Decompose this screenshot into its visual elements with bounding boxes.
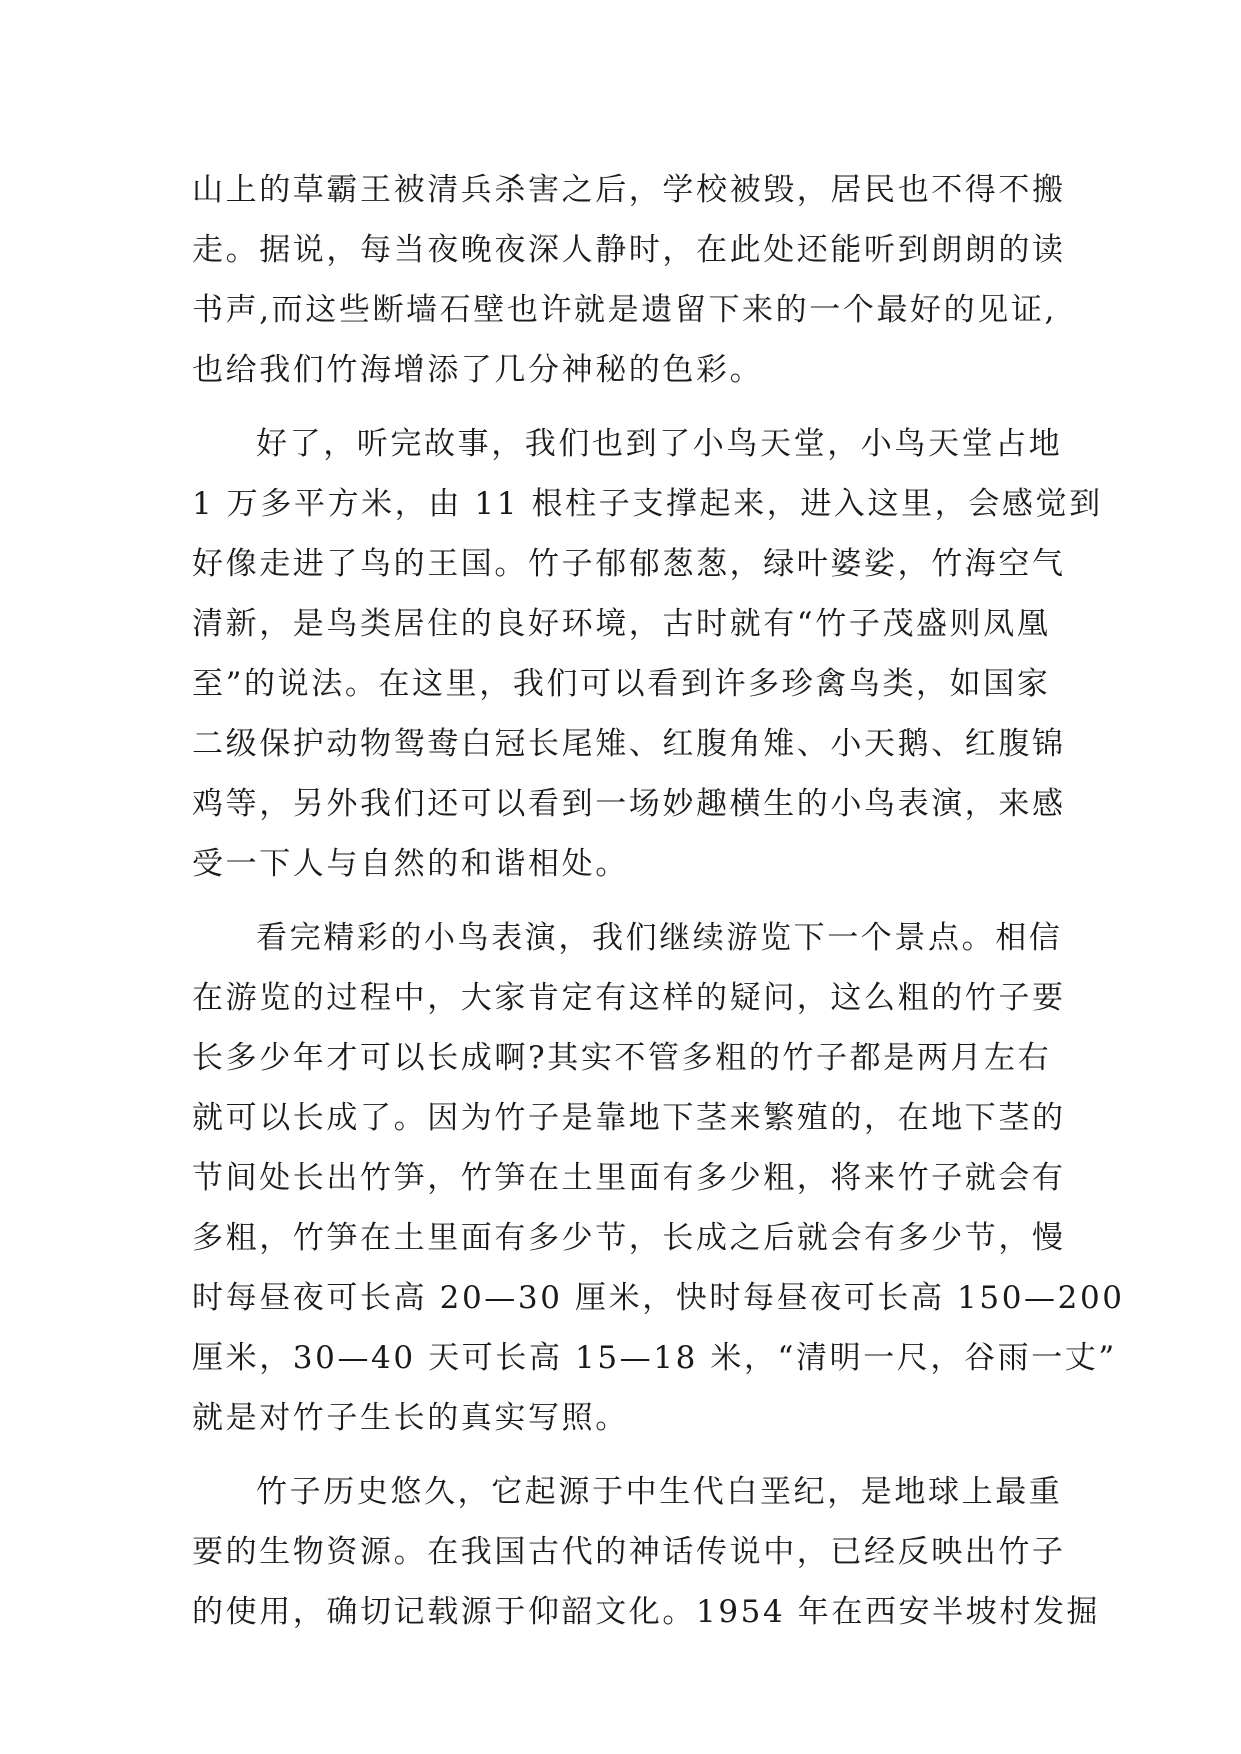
text-line: 也给我们竹海增添了几分神秘的色彩。 [192,352,764,388]
text-line: 就是对竹子生长的真实写照。 [192,1400,629,1436]
text-line: 厘米，30—40 天可长高 15—18 米，“清明一尺，谷雨一丈” [192,1340,1117,1376]
text-line: 二级保护动物鸳鸯白冠长尾雉、红腹角雉、小天鹅、红腹锦 [192,726,1066,762]
text-line: 受一下人与自然的和谐相处。 [192,846,629,882]
text-line: 1 万多平方米，由 11 根柱子支撑起来，进入这里，会感觉到 [192,486,1103,522]
text-line: 书声,而这些断墙石壁也许就是遗留下来的一个最好的见证, [192,292,1057,328]
text-line: 看完精彩的小鸟表演，我们继续游览下一个景点。相信 [256,920,1063,956]
text-line: 清新，是鸟类居住的良好环境，古时就有“竹子茂盛则凤凰 [192,606,1051,642]
text-line: 就可以长成了。因为竹子是靠地下茎来繁殖的，在地下茎的 [192,1100,1066,1136]
text-line: 节间处长出竹笋，竹笋在土里面有多少粗，将来竹子就会有 [192,1160,1066,1196]
paragraph [192,414,1103,894]
paragraph [192,160,1092,400]
text-line: 好像走进了鸟的王国。竹子郁郁葱葱，绿叶婆娑，竹海空气 [192,546,1066,582]
text-line: 在游览的过程中，大家肯定有这样的疑问，这么粗的竹子要 [192,980,1066,1016]
text-line: 至”的说法。在这里，我们可以看到许多珍禽鸟类，如国家 [192,666,1051,702]
paragraph [192,908,1125,1448]
text-line: 好了，听完故事，我们也到了小鸟天堂，小鸟天堂占地 [256,426,1063,462]
text-line: 的使用，确切记载源于仰韶文化。1954 年在西安半坡村发掘 [192,1594,1101,1630]
text-line: 竹子历史悠久，它起源于中生代白垩纪，是地球上最重 [256,1474,1063,1510]
paragraph [192,1462,1101,1642]
text-line: 时每昼夜可长高 20—30 厘米，快时每昼夜可长高 150—200 [192,1280,1125,1316]
document-body [192,160,1125,1642]
text-line: 长多少年才可以长成啊?其实不管多粗的竹子都是两月左右 [192,1040,1052,1076]
text-line: 走。据说，每当夜晚夜深人静时，在此处还能听到朗朗的读 [192,232,1066,268]
text-line: 多粗，竹笋在土里面有多少节，长成之后就会有多少节，慢 [192,1220,1066,1256]
text-line: 要的生物资源。在我国古代的神话传说中，已经反映出竹子 [192,1534,1066,1570]
text-line: 山上的草霸王被清兵杀害之后，学校被毁，居民也不得不搬 [192,172,1066,208]
text-line: 鸡等，另外我们还可以看到一场妙趣横生的小鸟表演，来感 [192,786,1066,822]
